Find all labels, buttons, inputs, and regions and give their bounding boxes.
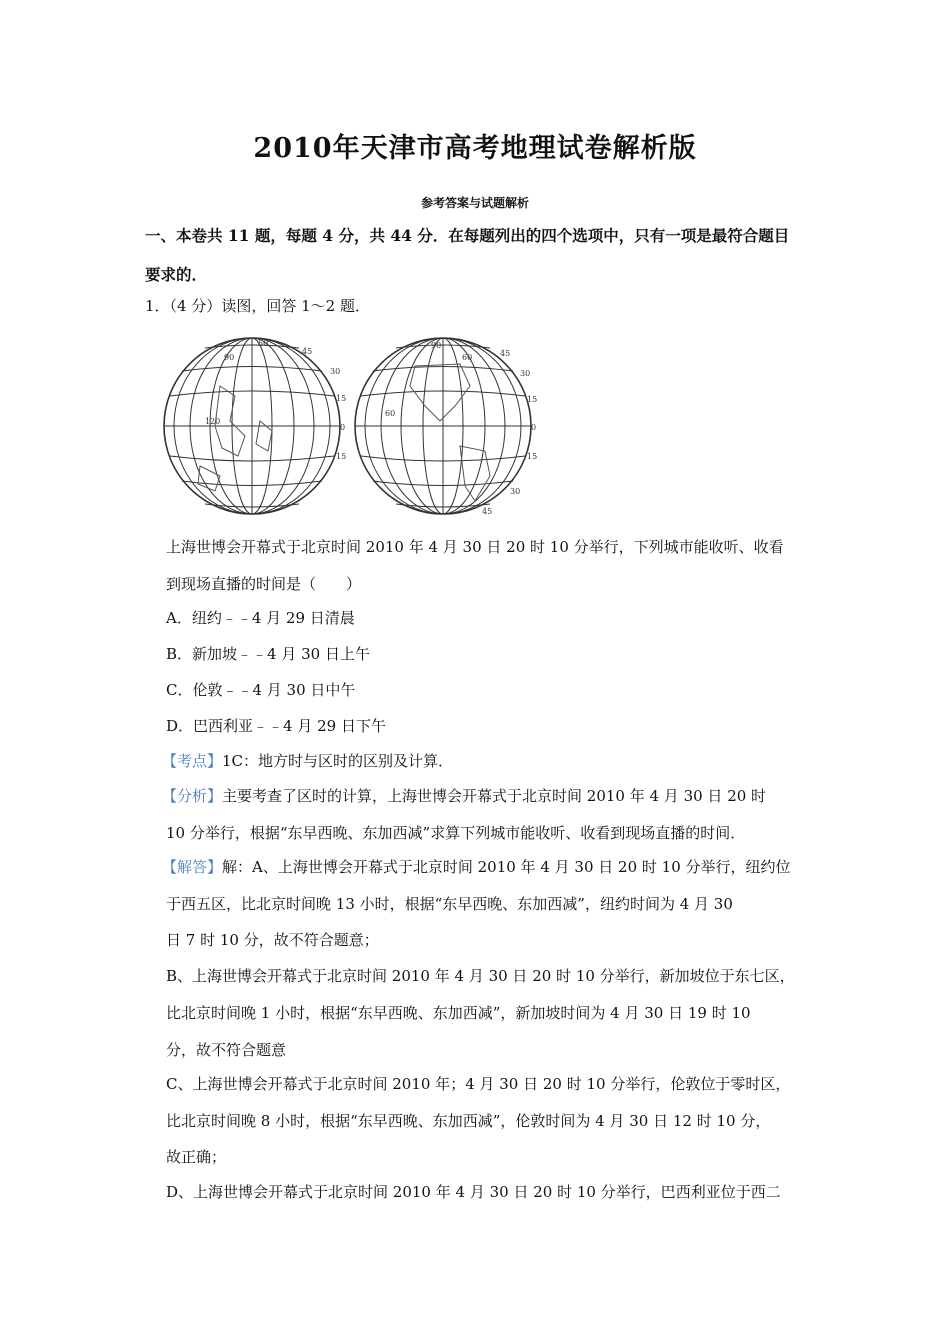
globe-left-label: 120	[205, 417, 221, 426]
globe-right-label: 15	[527, 452, 538, 461]
globe-right-label: 90	[431, 341, 442, 350]
globes-figure	[160, 326, 550, 521]
globe-right-label: 60	[462, 353, 473, 362]
document-title: 2010年天津市高考地理试卷解析版	[253, 133, 697, 164]
globe-left-label: 0	[340, 423, 346, 432]
fenxi-line1: 主要考查了区时的计算，上海世博会开幕式于北京时间 2010 年 4 月 30 日 20 时	[222, 787, 767, 805]
option-d: D．巴西利亚﹣﹣4 月 29 日下午	[166, 717, 386, 735]
globe-right-label: 60	[385, 409, 396, 418]
kaodian-tag: 【考点】	[162, 752, 223, 770]
question-stem-line2: 到现场直播的时间是（ ）	[166, 575, 362, 593]
globe-left-label: 60	[258, 339, 269, 348]
fenxi-tag: 【分析】	[162, 787, 223, 805]
kaodian-text: 1C：地方时与区时的区别及计算．	[222, 752, 454, 770]
globe-left-label: 15	[336, 394, 347, 403]
globe-right	[355, 338, 531, 514]
option-b: B．新加坡﹣﹣4 月 30 日上午	[166, 645, 370, 663]
jieda-c-line2: 比北京时间晚 8 小时，根据“东早西晚、东加西减”，伦敦时间为 4 月 30 日 12 时 10 分，	[166, 1112, 771, 1130]
jieda-tag: 【解答】	[162, 858, 223, 876]
globe-left	[164, 338, 340, 514]
globe-left-label: 45	[302, 347, 313, 356]
globe-left-label: 15	[336, 452, 347, 461]
jieda-c-line1: C、上海世博会开幕式于北京时间 2010 年；4 月 30 日 20 时 10 分举行，伦敦位于零时区，	[166, 1075, 791, 1093]
globe-left-label: 90	[224, 353, 235, 362]
jieda-b-line3: 分，故不符合题意	[166, 1041, 287, 1059]
option-c: C．伦敦﹣﹣4 月 30 日中午	[166, 681, 356, 699]
section-heading-line1: 一、本卷共 11 题，每题 4 分，共 44 分．在每题列出的四个选项中，只有一项是最符合题目	[145, 226, 790, 245]
jieda-d-line1: D、上海世博会开幕式于北京时间 2010 年 4 月 30 日 20 时 10 分举行，巴西利亚位于西二	[166, 1183, 781, 1201]
jieda-line3: 日 7 时 10 分，故不符合题意；	[166, 931, 379, 949]
question-header: 1．（4 分）读图，回答 1～2 题．	[145, 297, 370, 315]
globe-left-label: 30	[330, 367, 341, 376]
globe-right-label: 45	[500, 349, 511, 358]
globe-right-label: 30	[510, 487, 521, 496]
fenxi-line2: 10 分举行，根据“东早西晚、东加西减”求算下列城市能收听、收看到现场直播的时间．	[166, 824, 746, 842]
jieda-line2: 于西五区，比北京时间晚 13 小时，根据“东早西晚、东加西减”，纽约时间为 4 月 30	[166, 895, 733, 913]
globe-right-label: 30	[520, 369, 531, 378]
jieda-line1: 解：A、上海世博会开幕式于北京时间 2010 年 4 月 30 日 20 时 10 分举行，纽约位	[222, 858, 791, 876]
jieda-c-line3: 故正确；	[166, 1148, 227, 1166]
document-subtitle: 参考答案与试题解析	[420, 196, 529, 210]
jieda-row	[162, 856, 791, 877]
globe-right-label: 45	[482, 507, 493, 516]
jieda-b-line2: 比北京时间晚 1 小时，根据“东早西晚、东加西减”，新加坡时间为 4 月 30 日 19 时 10	[166, 1004, 751, 1022]
globe-right-label: 15	[527, 395, 538, 404]
option-a: A．纽约﹣﹣4 月 29 日清晨	[166, 609, 355, 627]
question-stem-line1: 上海世博会开幕式于北京时间 2010 年 4 月 30 日 20 时 10 分举行，下列城市能收听、收看	[166, 538, 784, 556]
kaodian-row	[162, 750, 453, 771]
jieda-b-line1: B、上海世博会开幕式于北京时间 2010 年 4 月 30 日 20 时 10 分举行，新加坡位于东七区，	[166, 967, 795, 985]
fenxi-row	[162, 785, 766, 806]
section-heading-line2: 要求的．	[145, 265, 208, 284]
globe-right-label: 0	[531, 423, 537, 432]
